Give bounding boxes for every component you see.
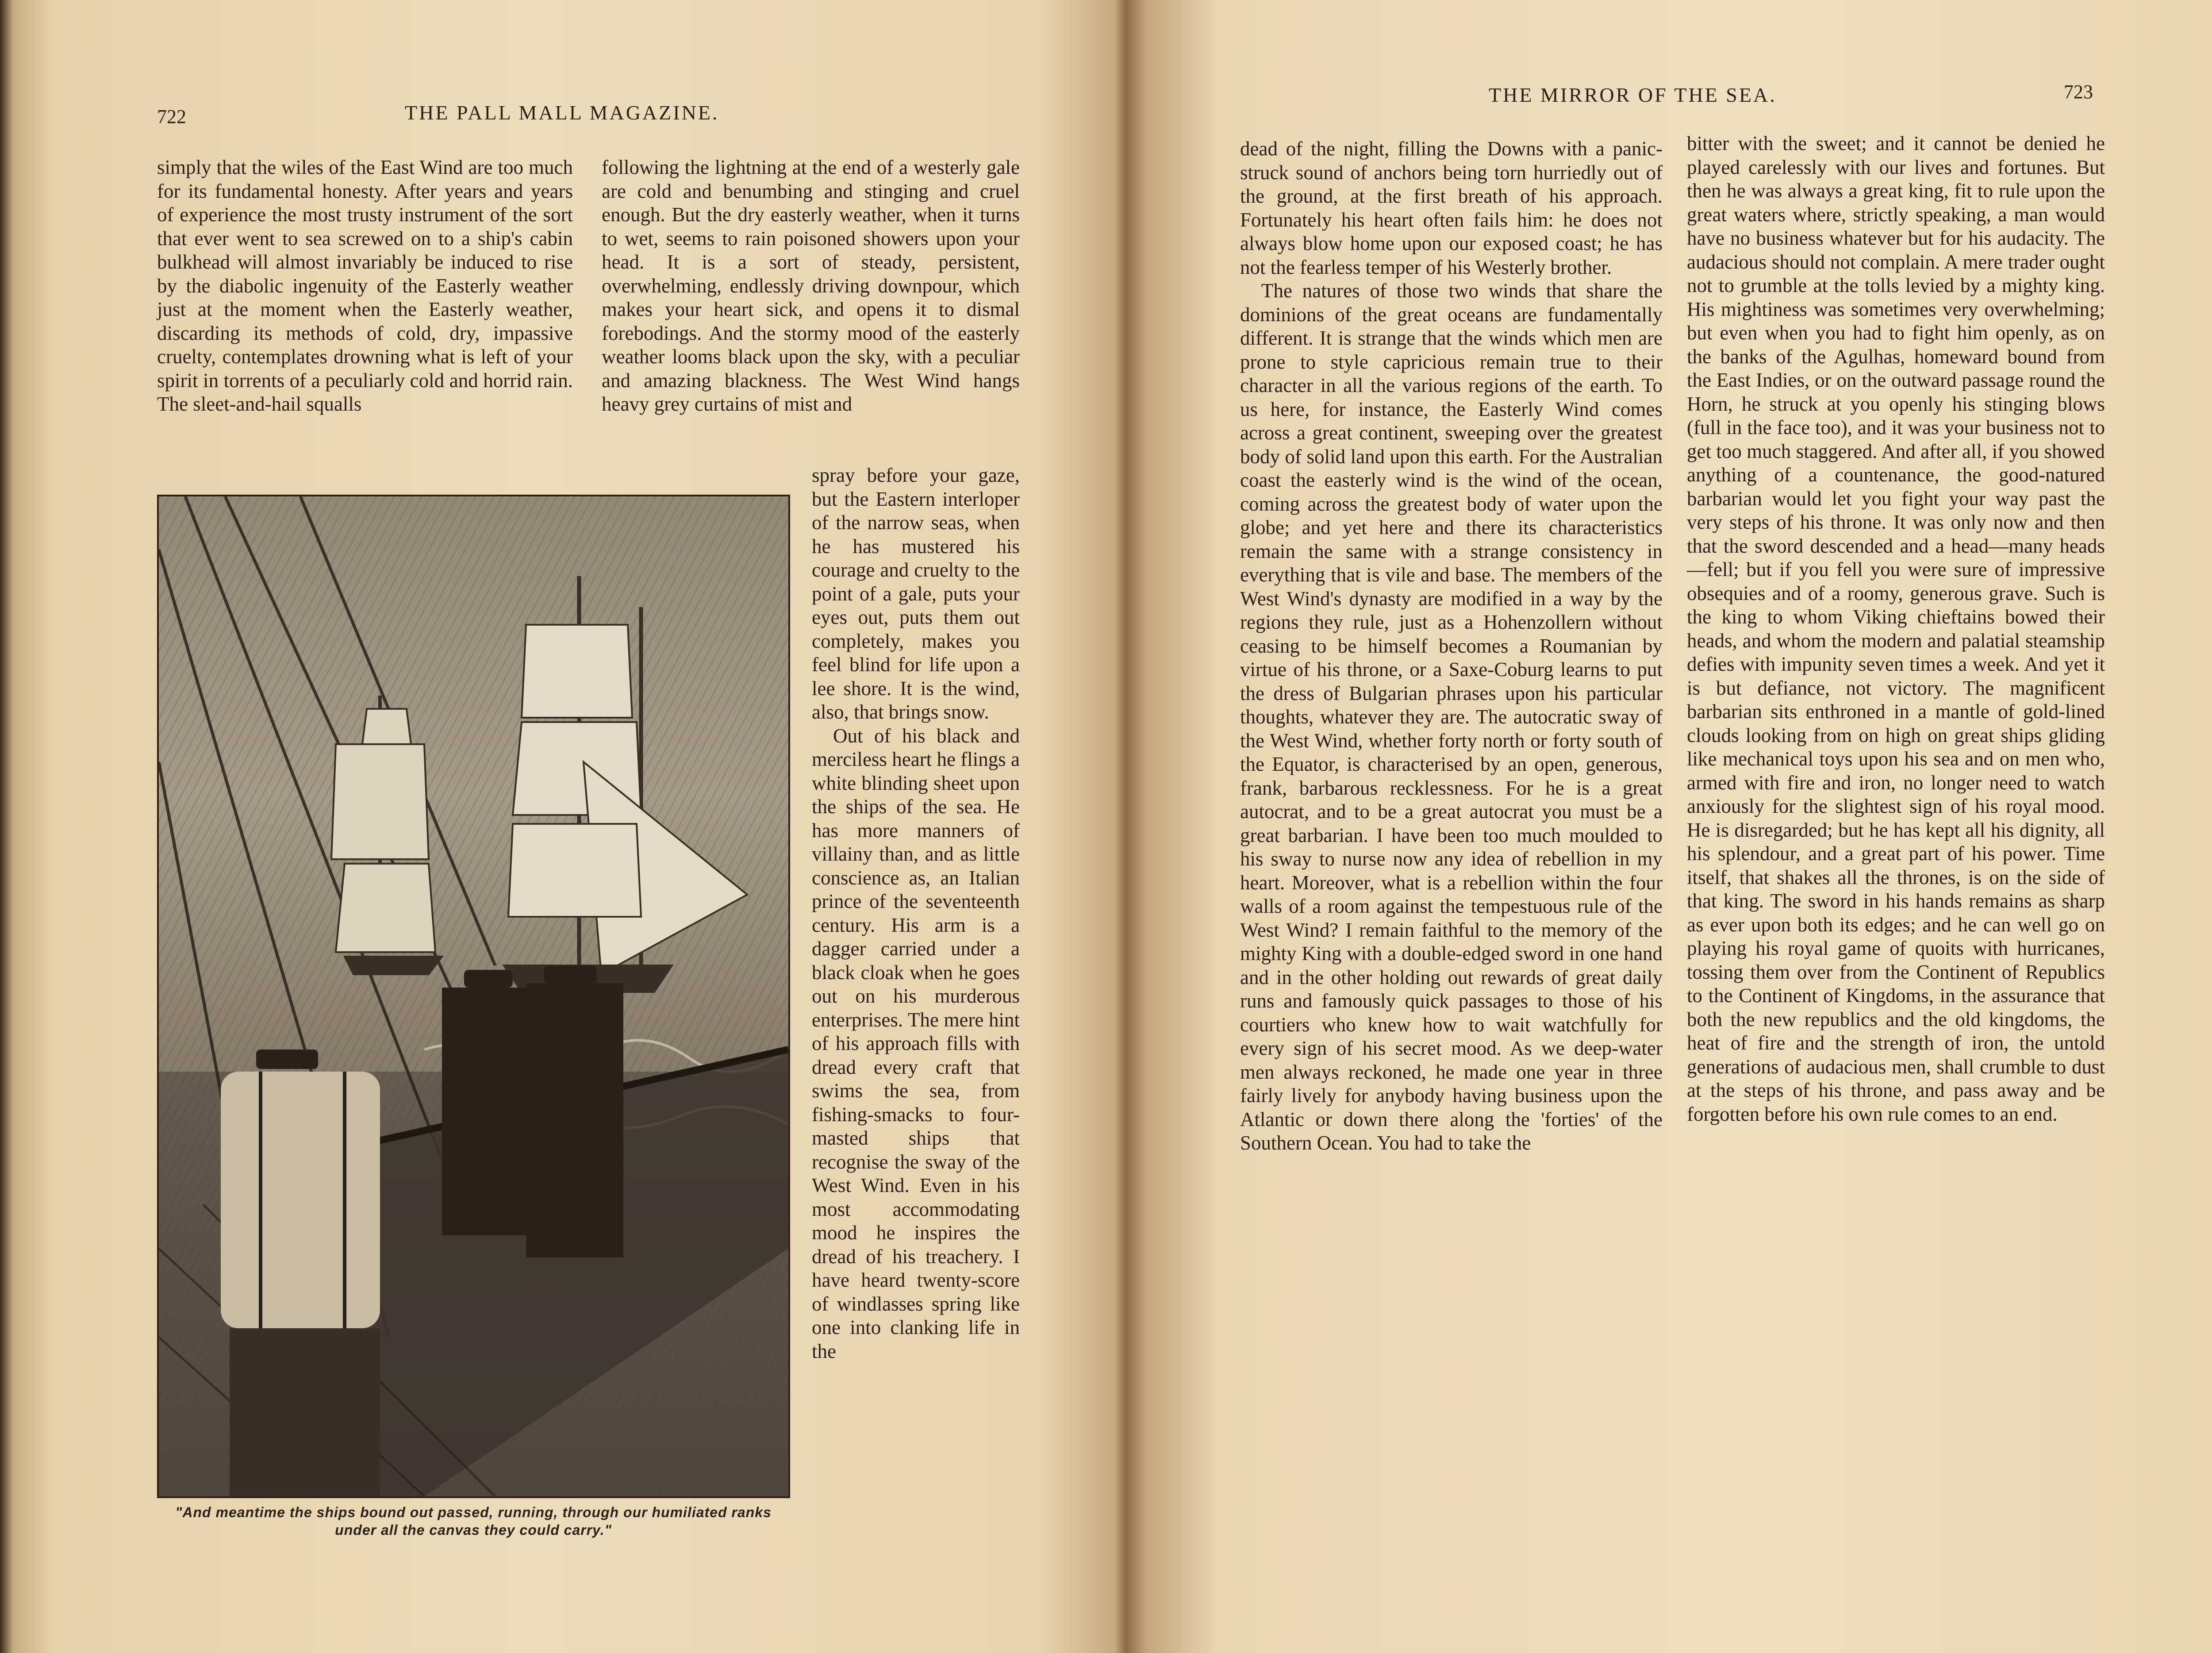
illustration-caption: "And meantime the ships bound out passed, running, through our humiliated ranks under all the canvas they could carry." (175, 1504, 772, 1538)
right-page (1126, 0, 2212, 1653)
illustration-drawing (159, 496, 788, 1496)
page-number: 722 (157, 106, 186, 127)
paragraph: following the lightning at the end of a westerly gale are cold and benumbing and stinging and cruel enough. But the dry easterly weather, when it turns to wet, seems to rain poisoned showers upon your head. It is a sort of steady, persistent, overwhelming, endlessly driving downpour, which makes your heart sick, and opens it to dismal forebodings. And the stormy mood of the easterly weather looms black upon the sky, with a peculiar and amazing blackness. The West Wind hangs heavy grey curtains of mist and (602, 156, 1020, 415)
paragraph: bitter with the sweet; and it cannot be denied he played carelessly with our lives and fortunes. But then he was always a great king, fit to rule upon the great waters where, strictly speaking, a man would have no business whatever but for his audacity. The audacious should not complain. A mere trader ought not to grumble at the tolls levied by a mighty king. His mightiness was sometimes very overwhelming; but even when you had to fight him openly, as on the banks of the Agulhas, homeward bound from the East Indies, or on the outward passage round the Horn, he struck at you openly his stinging blows (full in the face too), and it was your business not to get too much staggered. And after all, if you showed anything of a countenance, the good-natured barbarian would let you fight your way past the very steps of his throne. It was only now and then that the sword descended and a head—many heads—fell; but if you fell you were sure of impressive obsequies and of a roomy, generous grave. Such is the king to whom Viking chieftains bowed their heads, and whom the modern and palatial steamship defies with impunity seven times a week. And yet it is but defiance, not victory. The magnificent barbarian sits enthroned in a mantle of gold-lined clouds looking from on high on great ships gliding like mechanical toys upon his sea and on men who, armed with fire and iron, no longer need to watch anxiously for the slightest sign of his royal mood. He is disregarded; but he has kept all his dignity, all his splendour, and a great part of his power. Time itself, that shakes all the thrones, is on the side of that king. The sword in his hands remains as sharp as ever upon both its edges; and he can well go on playing his royal game of quoits with hurricanes, tossing them over from the Continent of Republics to the Continent of Kingdoms, in the assurance that both the new republics and the old kingdoms, the heat of fire and the strength of iron, the untold generations of audacious men, shall crumble to dust at the steps of his throne, and pass away and be forgotten before his own rule comes to an end. (1687, 132, 2105, 1125)
text-column-1 (157, 156, 573, 416)
running-head: THE PALL MALL MAGAZINE. (405, 101, 719, 124)
paragraph: dead of the night, filling the Downs with a panic-struck sound of anchors being torn hurriedly out of the ground, at the first breath of his approach. Fortunately his heart often fails him: he does not always blow home upon our exposed coast; he has not the fearless temper of his Westerly brother. (1240, 138, 1663, 278)
paragraph: Out of his black and merciless heart he flings a white blinding sheet upon the ships of the sea. He has more manners of villainy than, and as little conscience as, an Italian prince of the seventeenth century. His arm is a dagger carried under a black cloak when he goes out on his murderous enterprises. The mere hint of his approach fills with dread every craft that swims the sea, from fishing-smacks to four-masted ships that recognise the sway of the West Wind. Even in his most accommodating mood he inspires the dread of his treachery. I have heard twenty-score of windlasses spring like one into clanking life in the (812, 724, 1020, 1362)
paragraph: spray before your gaze, but the Eastern interloper of the narrow seas, when he has mustered his courage and cruelty to the point of a gale, puts your eyes out, puts them out completely, makes you feel blind for life upon a lee shore. It is the wind, also, that brings snow. (812, 464, 1020, 723)
page-number: 723 (2064, 81, 2093, 103)
text-column-2 (1687, 132, 2105, 1126)
paragraph: The natures of those two winds that share the dominions of the great oceans are fundamentally different. It is strange that the winds which men are prone to style capricious remain true to their character in all the various regions of the earth. To us here, for instance, the Easterly Wind comes across a great continent, sweeping over the greatest body of solid land upon this earth. For the Australian coast the easterly wind is the wind of the ocean, coming across the greatest body of water upon the globe; and yet here and there its characteristics remain the same with a strange consistency in everything that is vile and base. The members of the West Wind's dynasty are modified in a way by the regions they rule, just as a Hohenzollern without ceasing to be himself becomes a Roumanian by virtue of his throne, or a Saxe-Coburg learns to put the dress of Bulgarian phrases upon his particular thoughts, whatever they are. The autocratic sway of the West Wind, whether forty north or forty south of the Equator, is characterised by an open, generous, frank, barbarous recklessness. For he is a great autocrat, and to be a great autocrat you must be a great barbarian. I have been too much moulded to his sway to nurse now any idea of rebellion in my heart. Moreover, what is a rebellion within the four walls of a room against the tempestuous rule of the West Wind? I remain faithful to the memory of the mighty King with a double-edged sword in one hand and in the other holding out rewards of great daily runs and famously quick passages to those of his courtiers who knew how to wait watchfully for every sign of his secret mood. As we deep-water men always reckoned, he made one year in three fairly lively for anybody having business upon the Atlantic or down there along the 'forties' of the Southern Ocean. You had to take the (1240, 280, 1663, 1154)
running-head: THE MIRROR OF THE SEA. (1489, 84, 1777, 106)
text-column-1 (1240, 137, 1663, 1155)
text-column-2-top (602, 156, 1020, 416)
paragraph: simply that the wiles of the East Wind are too much for its fundamental honesty. After years and years of experience the most trusty instrument of the sort that ever went to sea screwed on to a ship's cabin bulkhead will almost invariably be induced to rise by the diabolic ingenuity of the Easterly weather just at the moment when the Easterly weather, discarding its methods of cold, dry, impassive cruelty, contemplates drowning what is left of your spirit in torrents of a peculiarly cold and horrid rain. The sleet-and-hail squalls (157, 156, 573, 415)
text-column-2-narrow (812, 464, 1020, 1363)
illustration-ships-at-sea (157, 495, 790, 1498)
